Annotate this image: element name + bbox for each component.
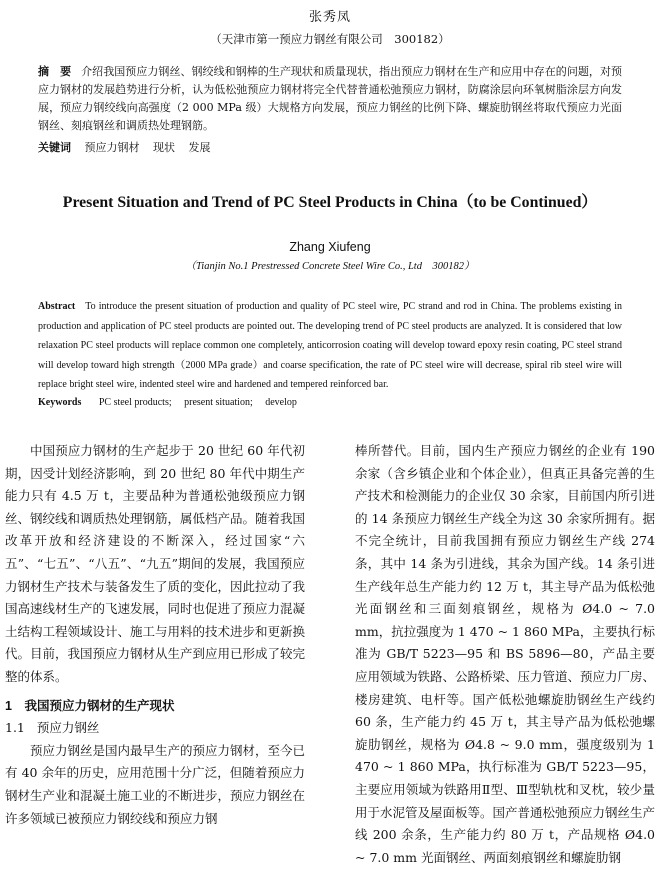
subsection-heading: [5, 717, 305, 740]
abstract-en-label: Abstract: [38, 301, 76, 312]
abstract-cn: [38, 63, 622, 135]
keyword-cn: 发展: [188, 141, 211, 154]
keyword-en: present situation;: [184, 396, 253, 408]
keywords-en-label: Keywords: [38, 396, 82, 408]
subsection-title: 预应力钢丝: [36, 720, 100, 736]
subsection-number: 1.1: [5, 720, 25, 736]
right-column: [355, 440, 655, 869]
keyword-en: develop: [265, 396, 297, 408]
affiliation-cn: （天津市第一预应力钢丝有限公司 300182）: [210, 32, 450, 46]
body-paragraph: 中国预应力钢材的生产起步于 20 世纪 60 年代初期，因受计划经济影响，到 20 世纪 80 年代中期生产能力只有 4.5 万 t，主要品种为普通松弛级预应力钢丝、钢绞线和调质热处理钢筋，属低档产品。随着我国改革开放和经济建设的不断深入，经过国家“六五”、“七五”、“八五”、“九五”期间的发展，我国预应力钢材生产技术与装备发生了质的变化，因此拉动了我国高速线材生产的飞速发展，同时也促进了预应力混凝土结构工程领域设计、施工与用料的技术进步和更新换代。目前，我国预应力钢材从生产到应用已形成了较完整的体系。: [5, 443, 306, 684]
abstract-en: [38, 297, 622, 395]
body-paragraph: 棒所替代。目前，国内生产预应力钢丝的企业有 190 余家（含乡镇企业和个体企业），但真正具备完善的生产技术和检测能力的企业仅 30 余家，目前国内所引进的 14 条预应力钢丝生产线全为这 30 余家所拥有。据不完全统计，目前我国拥有预应力钢丝生产线 274 条，其中 14 条为引进线，其余为国产线。14 条引进生产线年总生产能力约 12 万 t，其主导产品为低松弛光面钢丝和三面刻痕钢丝，规格为 Ø4.0 ~ 7.0 mm，抗拉强度为 1 470 ~ 1 860 MPa，主要执行标准为 GB/T 5223—95 和 BS 5896—80，产品主要应用领域为铁路、公路桥梁、压力管道、预应力厂房、楼房建筑、电杆等。国产低松弛螺旋肋钢丝生产线约 60 条，生产能力约 45 万 t，其主导产品为低松弛螺旋肋钢丝，规格为 Ø4.8 ~ 9.0 mm，强度级别为 1 470 ~ 1 860 MPa，执行标准为 GB/T 5223—95，主要应用领域为铁路用Ⅱ型、Ⅲ型轨枕和叉枕，较少量用于水泥管及屋面板等。国产普通松弛预应力钢丝生产线 200 余条，生产能力约 80 万 t，产品规格 Ø4.0 ~ 7.0 mm 光面钢丝、两面刻痕钢丝和螺旋肋钢: [355, 443, 656, 865]
keywords-en: [38, 397, 660, 408]
keyword-cn: 现状: [153, 141, 175, 154]
section-heading: 1 我国预应力钢材的生产现状: [5, 698, 175, 713]
body-paragraph: 预应力钢丝是国内最早生产的预应力钢材，至今已有 40 余年的历史，应用范围十分广泛，但随着预应力钢材生产业和混凝土施工业的不断进步，预应力钢丝在许多领域已被预应力钢绞线和预应力钢: [5, 742, 306, 826]
keywords-cn-label: 关键词: [38, 141, 71, 154]
abstract-cn-text: 介绍我国预应力钢丝、钢绞线和钢棒的生产现状和质量现状，指出预应力钢材在生产和应用中存在的问题，对预应力钢材的发展趋势进行分析，认为低松弛预应力钢材将完全代替普通松弛预应力钢材，防腐涂层向环氧树脂涂层方向发展，预应力钢绞线向高强度（2 000 MPa 级）大规格方向发展，预应力钢丝的比例下降、螺旋肋钢丝将取代预应力光面钢丝、刻痕钢丝和调质热处理钢筋。: [38, 65, 623, 132]
author-en: Zhang Xiufeng: [289, 240, 371, 254]
keyword-cn: 预应力钢材: [84, 141, 140, 154]
body-columns: [5, 440, 655, 869]
left-column: [5, 440, 305, 869]
keywords-cn: [38, 139, 660, 155]
keyword-en: PC steel products;: [98, 396, 172, 408]
author-cn: 张秀凤: [308, 10, 351, 25]
abstract-en-text: To introduce the present situation of production and quality of PC steel wire, PC strand and rod in China. The problems existing in production and application of PC steel products are pointed out. The developing trend of PC steel products are analyzed. It is considered that low relaxation PC steel products will replace common one completely, anticorrosion coating will develop toward epoxy resin coating, PC steel strand will develop toward high strength（2000 MPa grade）and coarse specification, the rate of PC steel wire will decrease, spiral rib steel wire will replace bright steel wire, indented steel wire and hardened and tempered reinforced bar.: [38, 301, 622, 390]
affiliation-en: （Tianjin No.1 Prestressed Concrete Steel Wire Co., Ltd 300182）: [185, 261, 475, 272]
abstract-cn-label: 摘 要: [38, 65, 72, 78]
title-en: Present Situation and Trend of PC Steel Products in China（to be Continued）: [62, 194, 598, 211]
chinese-header: [0, 0, 660, 47]
